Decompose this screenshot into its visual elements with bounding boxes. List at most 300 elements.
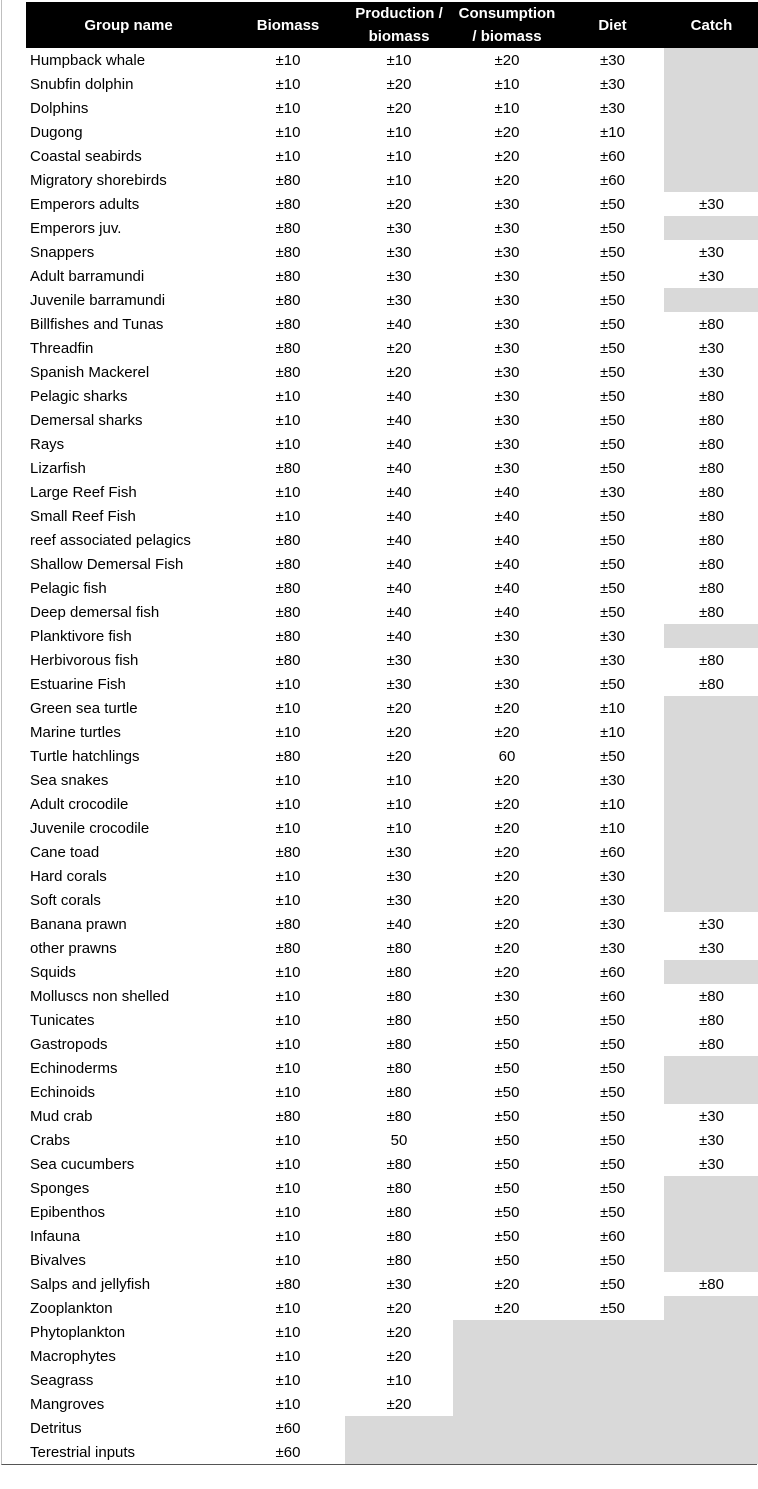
group-name-cell: Macrophytes [30,1347,116,1365]
diet-cell: ±50 [600,243,625,261]
group-name-cell: Green sea turtle [30,699,138,717]
group-name-cell: Emperors juv. [30,219,122,237]
table-row [26,360,758,384]
biomass-cell: ±10 [275,795,301,813]
consumption-biomass-cell: ±20 [494,1275,520,1293]
consumption-biomass-cell: ±20 [494,843,520,861]
production-biomass-cell: ±20 [386,699,412,717]
production-biomass-cell: ±10 [386,1371,412,1389]
table-row [26,1152,758,1176]
production-biomass-cell: ±80 [386,1083,412,1101]
table-row [26,288,758,312]
production-biomass-cell: ±40 [386,459,412,477]
biomass-cell: ±10 [275,891,301,909]
group-name-cell: Small Reef Fish [30,507,136,525]
catch-cell [664,1176,758,1200]
biomass-cell: ±80 [275,627,301,645]
catch-cell: ±80 [699,555,724,573]
group-name-cell: Marine turtles [30,723,121,741]
consumption-biomass-cell: ±20 [494,1299,520,1317]
header-col-biomass [231,2,345,48]
catch-cell: ±30 [699,1131,724,1149]
biomass-cell: ±80 [275,579,301,597]
group-name-cell: Salps and jellyfish [30,1275,151,1293]
table-row [26,72,758,96]
biomass-cell: ±10 [275,411,301,429]
catch-cell [664,1248,758,1272]
consumption-biomass-cell: ±20 [494,939,520,957]
group-name-cell: Juvenile crocodile [30,819,150,837]
group-name-cell: Spanish Mackerel [30,363,150,381]
table-row [26,1248,758,1272]
catch-cell [664,624,758,648]
biomass-cell: ±10 [275,1371,301,1389]
consumption-biomass-cell: ±40 [494,579,520,597]
diet-cell: ±30 [600,939,625,957]
table-row [26,504,758,528]
table-row [26,1320,758,1344]
header-row [26,2,758,48]
header-label: Diet [598,16,627,34]
production-biomass-cell: ±30 [386,291,412,309]
table-row [26,384,758,408]
biomass-cell: ±80 [275,363,301,381]
diet-cell [561,1392,664,1416]
diet-cell: ±50 [600,1107,625,1125]
biomass-cell: ±10 [275,51,301,69]
group-name-cell: Terestrial inputs [30,1443,136,1461]
table-row [26,1128,758,1152]
group-name-cell: Mud crab [30,1107,93,1125]
consumption-biomass-cell: ±50 [494,1035,520,1053]
production-biomass-cell: ±80 [386,1155,412,1173]
consumption-biomass-cell: ±20 [494,819,520,837]
biomass-cell: ±80 [275,171,301,189]
catch-cell [664,864,758,888]
biomass-cell: ±10 [275,123,301,141]
diet-cell: ±10 [600,795,625,813]
biomass-cell: ±10 [275,75,301,93]
diet-cell: ±30 [600,915,625,933]
group-name-cell: Epibenthos [30,1203,106,1221]
biomass-cell: ±60 [275,1443,301,1461]
consumption-biomass-cell: ±40 [494,603,520,621]
table-row [26,456,758,480]
production-biomass-cell: ±10 [386,51,412,69]
production-biomass-cell: ±80 [386,1107,412,1125]
diet-cell: ±50 [600,267,625,285]
consumption-biomass-cell: ±20 [494,51,520,69]
catch-cell: ±80 [699,387,724,405]
production-biomass-cell: ±30 [386,267,412,285]
production-biomass-cell: ±30 [386,675,412,693]
production-biomass-cell: ±30 [386,243,412,261]
table-row [26,576,758,600]
header-col-group-name [26,2,231,48]
biomass-cell: ±10 [275,1035,301,1053]
diet-cell: ±60 [600,987,625,1005]
group-name-cell: Deep demersal fish [30,603,160,621]
catch-cell [664,1344,758,1368]
catch-cell: ±30 [699,243,724,261]
catch-cell: ±30 [699,1107,724,1125]
catch-cell: ±80 [699,675,724,693]
group-name-cell: Hard corals [30,867,107,885]
diet-cell: ±50 [600,1131,625,1149]
group-name-cell: Soft corals [30,891,101,909]
production-biomass-cell: ±80 [386,1203,412,1221]
table-row [26,696,758,720]
catch-cell: ±30 [699,195,724,213]
group-name-cell: Coastal seabirds [30,147,142,165]
diet-cell: ±50 [600,1275,625,1293]
group-name-cell: Planktivore fish [30,627,132,645]
table-row [26,264,758,288]
biomass-cell: ±10 [275,1251,301,1269]
diet-cell: ±60 [600,171,625,189]
catch-cell: ±80 [699,483,724,501]
biomass-cell: ±80 [275,1275,301,1293]
diet-cell: ±50 [600,747,625,765]
diet-cell: ±50 [600,1203,625,1221]
group-name-cell: Adult crocodile [30,795,129,813]
diet-cell: ±50 [600,459,625,477]
catch-cell [664,144,758,168]
consumption-biomass-cell: ±20 [494,171,520,189]
table-row [26,120,758,144]
table-row [26,1056,758,1080]
diet-cell [561,1416,664,1440]
diet-cell: ±50 [600,531,625,549]
catch-cell [664,792,758,816]
consumption-biomass-cell: 60 [498,747,516,765]
production-biomass-cell: ±80 [386,1059,412,1077]
production-biomass-cell: ±30 [386,891,412,909]
production-biomass-cell: ±10 [386,123,412,141]
table-row [26,480,758,504]
production-biomass-cell: ±80 [386,939,412,957]
production-biomass-cell: ±40 [386,531,412,549]
consumption-biomass-cell: ±30 [494,675,520,693]
table-row [26,744,758,768]
diet-cell: ±30 [600,891,625,909]
diet-cell: ±50 [600,363,625,381]
table-row [26,312,758,336]
production-biomass-cell: ±80 [386,1179,412,1197]
consumption-biomass-cell: ±30 [494,459,520,477]
table-row [26,48,758,72]
catch-cell: ±80 [699,987,724,1005]
catch-cell: ±30 [699,267,724,285]
biomass-cell: ±10 [275,483,301,501]
diet-cell: ±50 [600,675,625,693]
biomass-cell: ±10 [275,675,301,693]
catch-cell: ±80 [699,531,724,549]
table-row [26,816,758,840]
group-name-cell: Juvenile barramundi [30,291,166,309]
biomass-cell: ±10 [275,435,301,453]
table-row [26,1440,758,1464]
table-row [26,96,758,120]
biomass-cell: ±80 [275,1107,301,1125]
diet-cell: ±10 [600,123,625,141]
consumption-biomass-cell: ±20 [494,915,520,933]
consumption-biomass-cell: ±20 [494,867,520,885]
group-name-cell: Shallow Demersal Fish [30,555,184,573]
catch-cell: ±80 [699,651,724,669]
catch-cell: ±80 [699,1035,724,1053]
production-biomass-cell: 50 [390,1131,408,1149]
production-biomass-cell: ±40 [386,483,412,501]
catch-cell [664,288,758,312]
group-name-cell: Herbivorous fish [30,651,139,669]
diet-cell [561,1368,664,1392]
diet-cell: ±10 [600,819,625,837]
consumption-biomass-cell: ±30 [494,243,520,261]
diet-cell: ±30 [600,651,625,669]
diet-cell: ±50 [600,1179,625,1197]
table-row [26,672,758,696]
table-row [26,912,758,936]
biomass-cell: ±10 [275,1323,301,1341]
catch-cell [664,816,758,840]
table-row [26,792,758,816]
diet-cell: ±50 [600,1035,625,1053]
production-biomass-cell: ±30 [386,651,412,669]
group-name-cell: Tunicates [30,1011,95,1029]
diet-cell: ±30 [600,867,625,885]
catch-cell: ±80 [699,1011,724,1029]
biomass-cell: ±80 [275,747,301,765]
production-biomass-cell [345,1416,453,1440]
biomass-cell: ±80 [275,315,301,333]
production-biomass-cell: ±30 [386,219,412,237]
group-name-cell: Turtle hatchlings [30,747,140,765]
consumption-biomass-cell: ±40 [494,483,520,501]
production-biomass-cell [345,1440,453,1464]
header-col-catch [664,2,758,48]
diet-cell: ±50 [600,387,625,405]
catch-cell: ±80 [699,603,724,621]
production-biomass-cell: ±40 [386,387,412,405]
catch-cell [664,1440,758,1464]
biomass-cell: ±10 [275,1203,301,1221]
production-biomass-cell: ±80 [386,1227,412,1245]
table-row [26,1176,758,1200]
diet-cell: ±50 [600,1251,625,1269]
group-name-cell: Molluscs non shelled [30,987,170,1005]
consumption-biomass-cell: ±20 [494,699,520,717]
group-name-cell: Humpback whale [30,51,146,69]
consumption-biomass-cell: ±30 [494,387,520,405]
production-biomass-cell: ±40 [386,435,412,453]
consumption-biomass-cell: ±20 [494,723,520,741]
group-name-cell: Gastropods [30,1035,108,1053]
production-biomass-cell: ±10 [386,819,412,837]
catch-cell [664,720,758,744]
table-row [26,960,758,984]
table-row [26,1008,758,1032]
biomass-cell: ±10 [275,1347,301,1365]
consumption-biomass-cell: ±30 [494,363,520,381]
production-biomass-cell: ±20 [386,99,412,117]
header-label: Consumption [458,5,556,22]
table-row [26,216,758,240]
consumption-biomass-cell: ±30 [494,435,520,453]
diet-cell: ±50 [600,219,625,237]
biomass-cell: ±80 [275,915,301,933]
group-name-cell: Pelagic fish [30,579,107,597]
biomass-cell: ±10 [275,987,301,1005]
table-row [26,192,758,216]
consumption-biomass-cell: ±30 [494,315,520,333]
catch-cell [664,96,758,120]
diet-cell: ±10 [600,699,625,717]
table-row [26,432,758,456]
group-name-cell: Bivalves [30,1251,86,1269]
consumption-biomass-cell: ±20 [494,771,520,789]
consumption-biomass-cell [453,1320,561,1344]
biomass-cell: ±10 [275,1179,301,1197]
group-name-cell: reef associated pelagics [30,531,191,549]
table-row [26,1272,758,1296]
table-body [26,48,758,1464]
biomass-cell: ±10 [275,1083,301,1101]
catch-cell [664,1224,758,1248]
group-name-cell: Zooplankton [30,1299,113,1317]
production-biomass-cell: ±40 [386,411,412,429]
group-name-cell: Migratory shorebirds [30,171,167,189]
diet-cell: ±30 [600,51,625,69]
diet-cell: ±60 [600,843,625,861]
consumption-biomass-cell: ±40 [494,555,520,573]
catch-cell [664,48,758,72]
catch-cell [664,120,758,144]
diet-cell: ±50 [600,555,625,573]
diet-cell: ±60 [600,963,625,981]
group-name-cell: Infauna [30,1227,81,1245]
table-row [26,1416,758,1440]
catch-cell [664,168,758,192]
table-row [26,840,758,864]
biomass-cell: ±10 [275,819,301,837]
consumption-biomass-cell: ±30 [494,219,520,237]
catch-cell [664,960,758,984]
catch-cell: ±30 [699,363,724,381]
production-biomass-cell: ±40 [386,915,412,933]
table-row [26,1368,758,1392]
consumption-biomass-cell: ±50 [494,1011,520,1029]
header-col-production-biomass [345,2,453,48]
production-biomass-cell: ±40 [386,555,412,573]
consumption-biomass-cell [453,1440,561,1464]
catch-cell: ±30 [699,1155,724,1173]
production-biomass-cell: ±40 [386,315,412,333]
consumption-biomass-cell: ±20 [494,147,520,165]
catch-cell [664,888,758,912]
catch-cell: ±80 [699,435,724,453]
consumption-biomass-cell: ±10 [494,99,520,117]
catch-cell [664,744,758,768]
group-name-cell: Banana prawn [30,915,127,933]
biomass-cell: ±10 [275,699,301,717]
consumption-biomass-cell: ±20 [494,891,520,909]
header-label: Biomass [256,16,320,34]
production-biomass-cell: ±80 [386,1035,412,1053]
catch-cell [664,72,758,96]
biomass-cell: ±60 [275,1419,301,1437]
diet-cell: ±50 [600,603,625,621]
consumption-biomass-cell: ±30 [494,339,520,357]
biomass-cell: ±80 [275,843,301,861]
biomass-cell: ±10 [275,507,301,525]
table-row [26,1200,758,1224]
biomass-cell: ±80 [275,291,301,309]
group-name-cell: Pelagic sharks [30,387,128,405]
table-row [26,768,758,792]
group-name-cell: Demersal sharks [30,411,143,429]
catch-cell: ±80 [699,579,724,597]
biomass-cell: ±10 [275,1059,301,1077]
table-row [26,936,758,960]
catch-cell: ±80 [699,315,724,333]
table-row [26,528,758,552]
table-row [26,1296,758,1320]
consumption-biomass-cell: ±30 [494,195,520,213]
catch-cell [664,1056,758,1080]
diet-cell: ±50 [600,291,625,309]
group-name-cell: Phytoplankton [30,1323,126,1341]
catch-cell: ±80 [699,411,724,429]
table-row [26,1032,758,1056]
group-name-cell: Sea cucumbers [30,1155,135,1173]
diet-cell [561,1320,664,1344]
header-label: Production / [355,5,443,22]
table-row [26,168,758,192]
consumption-biomass-cell: ±30 [494,411,520,429]
catch-cell: ±30 [699,339,724,357]
group-name-cell: Sponges [30,1179,90,1197]
biomass-cell: ±10 [275,1131,301,1149]
table-row [26,1080,758,1104]
header-label: Catch [690,16,733,34]
consumption-biomass-cell: ±30 [494,267,520,285]
biomass-cell: ±80 [275,459,301,477]
production-biomass-cell: ±40 [386,579,412,597]
table-row [26,1344,758,1368]
diet-cell [561,1440,664,1464]
consumption-biomass-cell: ±50 [494,1059,520,1077]
production-biomass-cell: ±40 [386,627,412,645]
diet-cell: ±50 [600,1059,625,1077]
diet-cell: ±50 [600,1011,625,1029]
biomass-cell: ±80 [275,195,301,213]
biomass-cell: ±10 [275,147,301,165]
production-biomass-cell: ±80 [386,963,412,981]
header-label: Group name [84,16,173,34]
table-row [26,552,758,576]
production-biomass-cell: ±20 [386,1347,412,1365]
diet-cell: ±50 [600,315,625,333]
header-label-line2: / biomass [472,28,542,45]
group-name-cell: Mangroves [30,1395,105,1413]
group-name-cell: Billfishes and Tunas [30,315,164,333]
table-row [26,144,758,168]
uncertainty-table [26,2,758,1464]
catch-cell [664,1296,758,1320]
catch-cell [664,1080,758,1104]
production-biomass-cell: ±20 [386,747,412,765]
